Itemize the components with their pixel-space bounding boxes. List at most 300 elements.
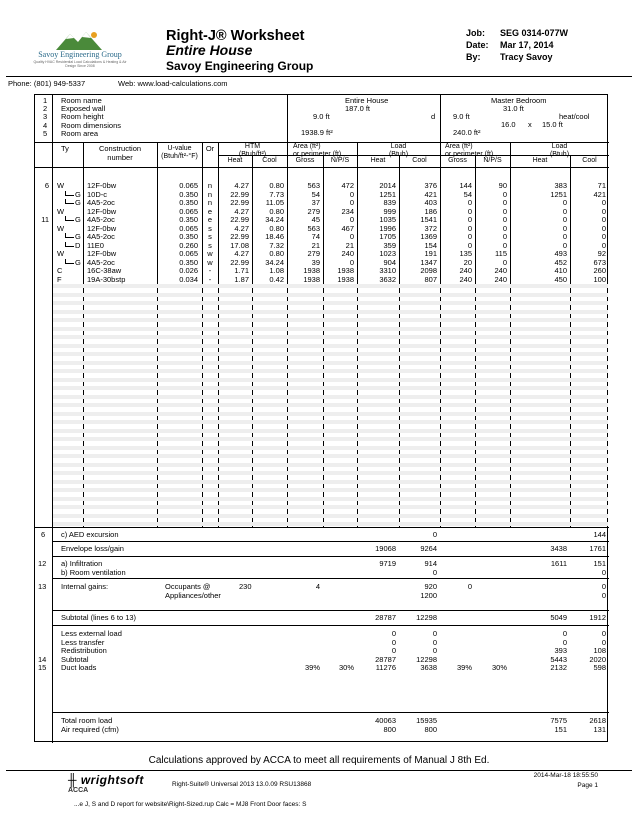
subtotal-cool-2: 1912 bbox=[589, 613, 606, 622]
infiltration-cool-1: 914 0 bbox=[424, 559, 437, 577]
cell-u: 0.260 bbox=[179, 240, 198, 250]
cell-c2: 0 bbox=[601, 215, 606, 224]
blank-row bbox=[53, 403, 608, 407]
job-value: SEG 0314-077W bbox=[500, 28, 569, 38]
cell-htmh: 1.71 bbox=[234, 266, 249, 275]
cell-u: 0.065 bbox=[179, 181, 198, 190]
blank-row bbox=[53, 301, 608, 305]
cell-num: 4A5-2oc bbox=[87, 232, 115, 241]
subtotal-heat-2: 5049 bbox=[550, 613, 567, 622]
cell-ty: F bbox=[57, 274, 62, 284]
col-or: Or bbox=[205, 144, 215, 153]
logo-tagline: Quality HVAC Residential Load Calculations & Heating & Air Design Since 2008 bbox=[33, 60, 127, 68]
total-cool-1: 15935 800 bbox=[416, 716, 437, 734]
cell-h1: 3632 bbox=[379, 274, 396, 284]
col-area1: Area (ft²) or perimeter (ft) bbox=[293, 143, 342, 159]
cell-ty: W bbox=[57, 181, 65, 190]
cell-g1: 563 bbox=[307, 181, 320, 190]
cell-htmc: 0.80 bbox=[269, 249, 284, 258]
external-line-numbers: 14 15 bbox=[38, 654, 47, 673]
blank-row bbox=[53, 446, 608, 450]
cell-c2: 92 bbox=[597, 249, 606, 258]
cell-g2: 0 bbox=[467, 223, 472, 233]
worksheet-title: Right-J® Worksheet bbox=[166, 28, 305, 44]
cell-c1: 2098 bbox=[420, 266, 437, 275]
cell-c1: 403 bbox=[424, 198, 437, 207]
cell-c2: 421 bbox=[593, 189, 606, 199]
blank-row bbox=[53, 369, 608, 373]
cell-g2: 240 bbox=[459, 274, 472, 284]
col-construction: Construction number bbox=[98, 144, 142, 162]
cell-htmh: 22.99 bbox=[230, 257, 249, 267]
cell-n1: 0 bbox=[349, 198, 354, 207]
cell-num: 4A5-2oc bbox=[87, 257, 115, 267]
cell-g1: 279 bbox=[307, 206, 320, 216]
cell-h1: 359 bbox=[383, 240, 396, 250]
subtotal-label: Subtotal (lines 6 to 13) bbox=[61, 613, 137, 622]
duct-pct-cool-2: 30% bbox=[491, 663, 507, 672]
infiltration-cool-2: 151 0 bbox=[593, 559, 606, 577]
external-heat-2: 0 0 393 5443 2132 bbox=[550, 629, 567, 673]
cell-n1: 0 bbox=[349, 232, 354, 241]
cell-h2: 0 bbox=[562, 215, 567, 224]
aed-label: c) AED excursion bbox=[61, 530, 119, 539]
acca-logo: ACCA bbox=[68, 787, 89, 794]
blank-row bbox=[53, 522, 608, 526]
cell-ty: W bbox=[57, 223, 65, 233]
blank-row bbox=[53, 480, 608, 484]
blank-row bbox=[53, 505, 608, 509]
company-name: Savoy Engineering Group bbox=[166, 59, 314, 73]
room1-area: 1938.9 ft² bbox=[301, 128, 333, 137]
room-info-labels: Room name Exposed wall Room height Room dimensions Room area bbox=[61, 96, 122, 138]
cell-h1: 1251 bbox=[379, 189, 396, 199]
cell-or: - bbox=[208, 274, 212, 284]
external-cool-1: 0 0 0 12298 3638 bbox=[416, 629, 437, 673]
cell-or: e bbox=[207, 215, 213, 224]
aed-line-number: 6 bbox=[41, 530, 46, 539]
cell-h1: 1705 bbox=[379, 232, 396, 241]
cell-n1: 467 bbox=[341, 223, 354, 233]
cell-num: 16C-38aw bbox=[87, 266, 122, 275]
cell-h1: 1996 bbox=[379, 223, 396, 233]
room2-dim-a: 16.0 bbox=[501, 120, 516, 129]
blank-row bbox=[53, 437, 608, 441]
sub-component-marker: G bbox=[65, 259, 83, 268]
cell-n1: 0 bbox=[349, 257, 354, 267]
duct-pct-heat-2: 39% bbox=[456, 663, 472, 672]
cell-htmc: 34.24 bbox=[265, 215, 284, 224]
table-row bbox=[35, 199, 609, 208]
cell-htmc: 1.08 bbox=[269, 266, 284, 275]
cell-h2: 1251 bbox=[550, 189, 567, 199]
cell-g1: 1938 bbox=[303, 266, 320, 275]
cell-n2: 0 bbox=[502, 232, 507, 241]
cell-h1: 839 bbox=[383, 198, 396, 207]
cell-c2: 0 bbox=[601, 240, 606, 250]
cell-or: - bbox=[208, 266, 212, 275]
cell-g2: 0 bbox=[467, 206, 472, 216]
cell-u: 0.034 bbox=[179, 274, 198, 284]
cell-ty: W bbox=[57, 206, 65, 216]
col-load2: Load (Btuh) bbox=[549, 143, 570, 159]
cell-htmc: 0.80 bbox=[269, 223, 284, 233]
cell-c2: 673 bbox=[593, 257, 606, 267]
cell-u: 0.026 bbox=[179, 266, 198, 275]
cell-htmh: 1.87 bbox=[234, 274, 249, 284]
cell-c1: 186 bbox=[424, 206, 437, 216]
cell-htmc: 7.73 bbox=[269, 189, 284, 199]
blank-row bbox=[53, 318, 608, 322]
blank-row bbox=[53, 420, 608, 424]
cell-or: w bbox=[207, 257, 213, 267]
cell-htmc: 11.05 bbox=[265, 198, 284, 207]
cell-g1: 54 bbox=[311, 189, 320, 199]
wrightsoft-logo: ╫ wrightsoft bbox=[68, 773, 144, 787]
cell-htmc: 7.32 bbox=[269, 240, 284, 250]
internal-occupants: Occupants @ Appliances/other bbox=[165, 582, 221, 600]
cell-u: 0.350 bbox=[179, 257, 198, 267]
cell-n2: 90 bbox=[498, 181, 507, 190]
wrightsoft-mark-icon: ╫ bbox=[68, 773, 81, 787]
cell-c1: 1541 bbox=[420, 215, 437, 224]
cell-g2: 135 bbox=[459, 249, 472, 258]
col-htm: HTM (Btuh/ft²) bbox=[238, 143, 267, 159]
cell-htmc: 0.42 bbox=[269, 274, 284, 284]
blank-row bbox=[53, 488, 608, 492]
cell-g1: 74 bbox=[311, 232, 320, 241]
worksheet-subtitle: Entire House bbox=[166, 42, 253, 58]
sub-component-marker: G bbox=[65, 233, 83, 242]
cell-h1: 1023 bbox=[379, 249, 396, 258]
blank-row bbox=[53, 310, 608, 314]
cell-or: n bbox=[207, 181, 213, 190]
cell-htmh: 22.99 bbox=[230, 215, 249, 224]
blank-row bbox=[53, 378, 608, 382]
envelope-label: Envelope loss/gain bbox=[61, 544, 124, 553]
sub-component-marker: G bbox=[65, 199, 83, 208]
cell-g2: 144 bbox=[459, 181, 472, 190]
cell-c1: 1347 bbox=[420, 257, 437, 267]
cell-c1: 191 bbox=[424, 249, 437, 258]
cell-g1: 45 bbox=[311, 215, 320, 224]
room2-height-unit: heat/cool bbox=[559, 112, 590, 121]
envelope-cool-2: 1761 bbox=[589, 544, 606, 553]
room1-name: Entire House bbox=[345, 96, 389, 105]
header-divider bbox=[6, 76, 632, 77]
blank-row bbox=[53, 293, 608, 297]
room2-exposed-wall: 31.0 ft bbox=[503, 104, 524, 113]
occupant-count: 4 bbox=[315, 582, 320, 591]
cell-or: e bbox=[207, 206, 213, 216]
cell-u: 0.350 bbox=[179, 189, 198, 199]
cell-u: 0.065 bbox=[179, 206, 198, 216]
total-labels: Total room load Air required (cfm) bbox=[61, 716, 119, 734]
infiltration-heat-2: 1611 bbox=[550, 559, 567, 568]
cell-c2: 0 bbox=[601, 223, 606, 233]
cell-htmc: 0.80 bbox=[269, 181, 284, 190]
col-htm-heat: Heat bbox=[227, 157, 243, 164]
col-cool2: Cool bbox=[582, 157, 597, 164]
cell-n2: 115 bbox=[495, 249, 507, 258]
cell-g1: 39 bbox=[311, 257, 320, 267]
col-htm-cool: Cool bbox=[262, 157, 277, 164]
blank-row bbox=[53, 497, 608, 501]
col-area2: Area (ft²) or perimeter (ft) bbox=[445, 143, 494, 159]
blank-row bbox=[53, 352, 608, 356]
blank-row bbox=[53, 386, 608, 390]
col-cool1: Cool bbox=[412, 157, 427, 164]
cell-num: 12F-0bw bbox=[87, 223, 117, 233]
cell-u: 0.065 bbox=[179, 249, 198, 258]
cell-c2: 100 bbox=[593, 274, 606, 284]
table-row bbox=[35, 191, 609, 200]
internal-cool-1: 920 1200 bbox=[420, 582, 437, 600]
mountain-logo-icon bbox=[56, 30, 102, 50]
table-row bbox=[35, 182, 609, 191]
cell-c1: 154 bbox=[424, 240, 437, 250]
room2-area: 240.0 ft² bbox=[453, 128, 481, 137]
cell-g2: 0 bbox=[467, 240, 472, 250]
cell-num: 4A5-2oc bbox=[87, 198, 115, 207]
acca-approval-note: Calculations approved by ACCA to meet all requirements of Manual J 8th Ed. bbox=[148, 755, 490, 766]
cell-or: n bbox=[207, 198, 213, 207]
cell-htmh: 22.99 bbox=[230, 232, 249, 241]
website: Web: www.load-calculations.com bbox=[118, 79, 228, 88]
cell-n2: 0 bbox=[502, 198, 507, 207]
cell-htmc: 34.24 bbox=[265, 257, 284, 267]
cell-num: 12F-0bw bbox=[87, 249, 117, 258]
col-heat1: Heat bbox=[370, 157, 386, 164]
room2-name: Master Bedroom bbox=[491, 96, 547, 105]
cell-g2: 54 bbox=[463, 189, 472, 199]
cell-h2: 0 bbox=[562, 223, 567, 233]
internal-label: Internal gains: bbox=[61, 582, 109, 591]
table-row bbox=[35, 233, 609, 242]
room1-height-unit: d bbox=[431, 112, 436, 121]
table-row bbox=[35, 276, 609, 285]
cell-h2: 0 bbox=[562, 232, 567, 241]
blank-row bbox=[53, 335, 608, 339]
col-load1: Load (Btuh) bbox=[388, 143, 409, 159]
cell-h1: 1035 bbox=[379, 215, 396, 224]
col-nps2: N/P/S bbox=[483, 157, 502, 164]
cell-n1: 0 bbox=[349, 215, 354, 224]
internal-line-number: 13 bbox=[38, 582, 47, 591]
cell-or: n bbox=[207, 189, 213, 199]
table-row bbox=[35, 208, 609, 217]
cell-or: s bbox=[208, 232, 212, 241]
table-row bbox=[35, 242, 609, 251]
room2-dim-b: 15.0 ft bbox=[542, 120, 563, 129]
sub-component-marker: G bbox=[65, 216, 83, 225]
col-gross2: Gross bbox=[448, 157, 467, 164]
cell-g2: 0 bbox=[467, 215, 472, 224]
page-number: Page 1 bbox=[577, 782, 598, 789]
total-cool-2: 2618 131 bbox=[589, 716, 606, 734]
envelope-cool-1: 9264 bbox=[420, 544, 437, 553]
duct-pct-heat-1: 39% bbox=[304, 663, 320, 672]
cell-c1: 372 bbox=[424, 223, 437, 233]
room-info-line-numbers: 1 2 3 4 5 bbox=[43, 96, 48, 138]
col-heat2: Heat bbox=[532, 157, 548, 164]
by-value: Tracy Savoy bbox=[500, 52, 553, 62]
sub-component-marker: G bbox=[65, 191, 83, 200]
cell-h2: 0 bbox=[562, 206, 567, 216]
cell-h2: 383 bbox=[554, 181, 567, 190]
cell-htmc: 18.46 bbox=[265, 232, 284, 241]
total-heat-2: 7575 151 bbox=[550, 716, 567, 734]
cell-or: s bbox=[208, 240, 212, 250]
cell-g1: 563 bbox=[307, 223, 320, 233]
cell-htmh: 22.99 bbox=[230, 189, 249, 199]
cell-htmh: 4.27 bbox=[234, 249, 249, 258]
cell-num: 12F-0bw bbox=[87, 181, 117, 190]
cell-c2: 0 bbox=[601, 198, 606, 207]
occupant-gain: 230 bbox=[239, 582, 252, 591]
cell-c1: 1369 bbox=[420, 232, 437, 241]
room1-height: 9.0 ft bbox=[313, 112, 330, 121]
sub-component-marker: D bbox=[65, 242, 83, 251]
blank-row bbox=[53, 395, 608, 399]
logo-text: Savoy Engineering Group bbox=[38, 50, 122, 59]
cell-c2: 0 bbox=[601, 232, 606, 241]
external-labels: Less external load Less transfer Redistribution Subtotal Duct loads bbox=[61, 629, 122, 673]
col-ty: Ty bbox=[61, 144, 69, 153]
cell-g2: 0 bbox=[467, 232, 472, 241]
cell-c2: 71 bbox=[597, 181, 606, 190]
aed-value-2: 144 bbox=[593, 530, 606, 539]
cell-h2: 493 bbox=[554, 249, 567, 258]
cell-htmh: 4.27 bbox=[234, 223, 249, 233]
cell-ty: W bbox=[57, 249, 65, 258]
cell-htmh: 4.27 bbox=[234, 206, 249, 216]
cell-h2: 452 bbox=[554, 257, 567, 267]
cell-h1: 3310 bbox=[379, 266, 396, 275]
cell-c1: 421 bbox=[424, 189, 437, 199]
cell-c2: 260 bbox=[593, 266, 606, 275]
cell-num: 12F-0bw bbox=[87, 206, 117, 216]
table-row bbox=[35, 250, 609, 259]
cell-or: w bbox=[207, 249, 213, 258]
envelope-heat-2: 3438 bbox=[550, 544, 567, 553]
cell-n1: 472 bbox=[341, 181, 354, 190]
blank-row bbox=[53, 284, 608, 288]
cell-u: 0.350 bbox=[179, 215, 198, 224]
room2-height: 9.0 ft bbox=[453, 112, 470, 121]
subtotal-heat-1: 28787 bbox=[375, 613, 396, 622]
infiltration-heat-1: 9719 bbox=[379, 559, 396, 568]
cell-h2: 0 bbox=[562, 198, 567, 207]
cell-g1: 279 bbox=[307, 249, 320, 258]
external-cool-2: 0 0 108 2020 598 bbox=[589, 629, 606, 673]
blank-row bbox=[53, 514, 608, 518]
cell-g1: 37 bbox=[311, 198, 320, 207]
job-label: Job: bbox=[466, 28, 485, 38]
blank-row bbox=[53, 454, 608, 458]
cell-ln: 6 bbox=[44, 181, 49, 190]
cell-h2: 410 bbox=[554, 266, 567, 275]
blank-row bbox=[53, 412, 608, 416]
cell-n1: 1938 bbox=[337, 266, 354, 275]
total-heat-1: 40063 800 bbox=[375, 716, 396, 734]
internal-cool-2: 0 0 bbox=[601, 582, 606, 600]
phone: Phone: (801) 949-5337 bbox=[8, 79, 86, 88]
file-path: ...e J, S and D report for website\Right-Sized.rup Calc = MJ8 Front Door faces: S bbox=[74, 801, 307, 808]
worksheet-table bbox=[34, 94, 608, 742]
cell-n2: 240 bbox=[494, 274, 507, 284]
blank-row bbox=[53, 429, 608, 433]
cell-g2: 0 bbox=[467, 198, 472, 207]
blank-row bbox=[53, 471, 608, 475]
company-logo bbox=[30, 30, 130, 70]
table-row bbox=[35, 216, 609, 225]
room2-dim-x: x bbox=[528, 120, 532, 129]
duct-pct-cool-1: 30% bbox=[338, 663, 354, 672]
infiltration-labels: a) Infiltration b) Room ventilation bbox=[61, 559, 126, 577]
cell-ln: 11 bbox=[41, 215, 49, 224]
software-version: Right-Suite® Universal 2013 13.0.09 RSU13868 bbox=[172, 781, 312, 788]
cell-c1: 807 bbox=[424, 274, 437, 284]
table-row bbox=[35, 225, 609, 234]
cell-u: 0.350 bbox=[179, 232, 198, 241]
col-nps1: N/P/S bbox=[330, 157, 350, 164]
cell-u: 0.065 bbox=[179, 223, 198, 233]
cell-h2: 0 bbox=[562, 240, 567, 250]
cell-htmh: 22.99 bbox=[230, 198, 249, 207]
col-gross1: Gross bbox=[295, 157, 315, 164]
table-row bbox=[35, 259, 609, 268]
cell-n1: 1938 bbox=[337, 274, 354, 284]
cell-g1: 21 bbox=[311, 240, 320, 250]
cell-num: 4A5-2oc bbox=[87, 215, 115, 224]
blank-row bbox=[53, 361, 608, 365]
cell-n2: 0 bbox=[502, 215, 507, 224]
col-uvalue: U-value (Btuh/ft²-°F) bbox=[161, 145, 198, 161]
cell-ty: C bbox=[57, 266, 63, 275]
cell-n1: 240 bbox=[341, 249, 354, 258]
cell-n1: 21 bbox=[345, 240, 354, 250]
cell-g2: 240 bbox=[459, 266, 472, 275]
external-heat-1: 0 0 0 28787 11276 bbox=[375, 629, 396, 673]
infiltration-line-number: 12 bbox=[38, 559, 47, 568]
cell-n2: 0 bbox=[502, 189, 507, 199]
footer-divider bbox=[6, 770, 632, 771]
cell-h1: 999 bbox=[383, 206, 396, 216]
cell-htmc: 0.80 bbox=[269, 206, 284, 216]
cell-n1: 0 bbox=[349, 189, 354, 199]
cell-num: 11E0 bbox=[87, 240, 104, 250]
blank-row bbox=[53, 344, 608, 348]
cell-or: s bbox=[208, 223, 212, 233]
internal-occ-2: 0 bbox=[467, 582, 472, 591]
cell-h1: 2014 bbox=[379, 181, 396, 190]
room1-exposed-wall: 187.0 ft bbox=[345, 104, 371, 113]
by-label: By: bbox=[466, 52, 481, 62]
cell-n2: 0 bbox=[502, 206, 507, 216]
aed-value-1: 0 bbox=[432, 530, 437, 539]
cell-c2: 0 bbox=[601, 206, 606, 216]
cell-n2: 0 bbox=[502, 240, 507, 250]
envelope-heat-1: 19068 bbox=[375, 544, 396, 553]
cell-n2: 0 bbox=[502, 257, 507, 267]
cell-n1: 234 bbox=[341, 206, 354, 216]
cell-n2: 240 bbox=[494, 266, 507, 275]
cell-h1: 904 bbox=[383, 257, 396, 267]
cell-n2: 0 bbox=[502, 223, 507, 233]
cell-h2: 450 bbox=[554, 274, 567, 284]
cell-num: 19A-30bstp bbox=[87, 274, 126, 284]
